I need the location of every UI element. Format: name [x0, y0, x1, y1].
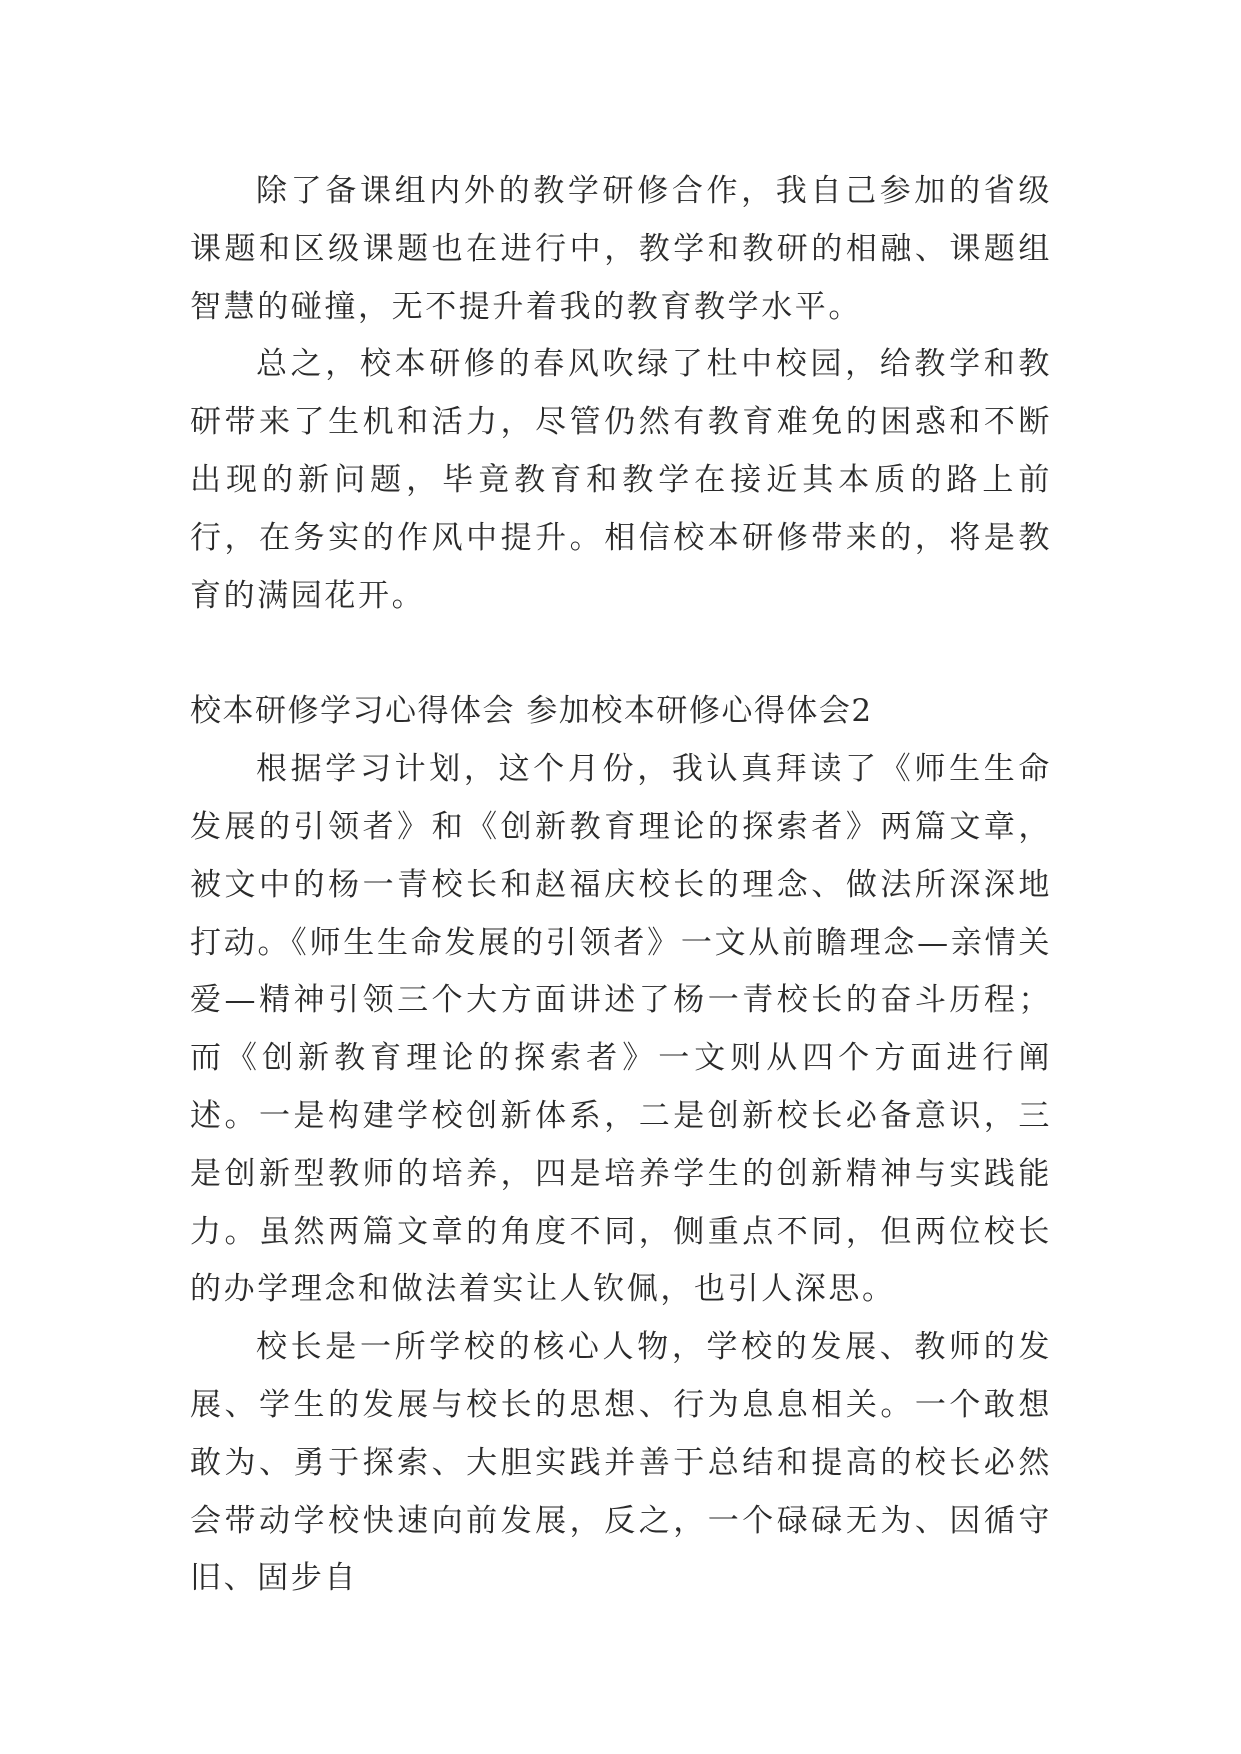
paragraph-principal-role: 校长是一所学校的核心人物，学校的发展、教师的发展、学生的发展与校长的思想、行为息息相关。一个敢想敢为、勇于探索、大胆实践并善于总结和提高的校长必然会带动学校快速向前发展，反之，一个碌碌无为、因循守旧、固步自: [190, 1329, 1052, 1597]
section-spacer: [190, 625, 1052, 683]
paragraph-reading-articles: 根据学习计划，这个月份，我认真拜读了《师生生命发展的引领者》和《创新教育理论的探索者》两篇文章，被文中的杨一青校长和赵福庆校长的理念、做法所深深地打动。《师生生命发展的引领者》一文从前瞻理念—亲情关爱—精神引领三个大方面讲述了杨一青校长的奋斗历程；而《创新教育理论的探索者》一文则从四个方面进行阐述。一是构建学校创新体系，二是创新校长必备意识，三是创新型教师的培养，四是培养学生的创新精神与实践能力。虽然两篇文章的角度不同，侧重点不同，但两位校长的办学理念和做法着实让人钦佩，也引人深思。: [190, 751, 1052, 1308]
section-title: 校本研修学习心得体会 参加校本研修心得体会2: [190, 693, 873, 730]
paragraph-research-cooperation: 除了备课组内外的教学研修合作，我自己参加的省级课题和区级课题也在进行中，教学和教研的相融、课题组智慧的碰撞，无不提升着我的教育教学水平。: [190, 173, 1052, 325]
document-body: [190, 163, 1052, 1608]
paragraph-conclusion: 总之，校本研修的春风吹绿了杜中校园，给教学和教研带来了生机和活力，尽管仍然有教育难免的困惑和不断出现的新问题，毕竟教育和教学在接近其本质的路上前行，在务实的作风中提升。相信校本研修带来的，将是教育的满园花开。: [190, 346, 1052, 614]
